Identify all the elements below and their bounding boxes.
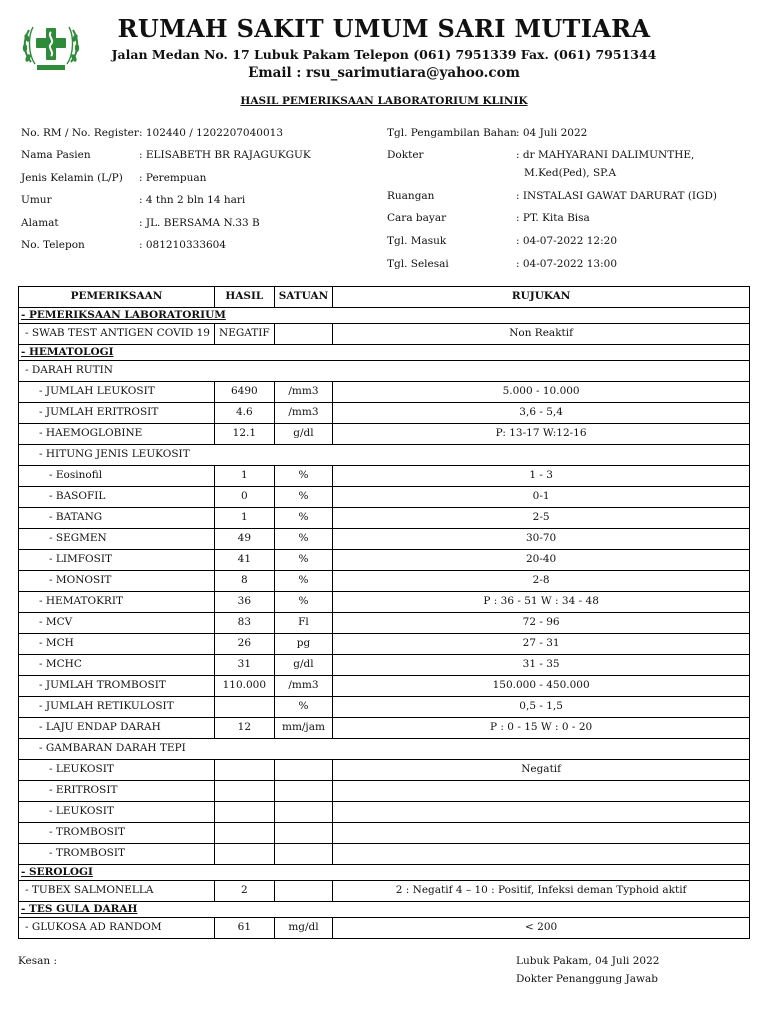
reference-range: 150.000 - 450.000 [333,676,750,697]
table-row [19,718,750,739]
table-row [19,697,750,718]
info-label: Cara bayar [387,212,447,224]
table-row [19,508,750,529]
table-row [19,634,750,655]
result-value: 0 [215,487,275,508]
reference-range: 30-70 [333,529,750,550]
info-value: M.Ked(Ped), SP.A [524,167,617,179]
hospital-email: Email : rsu_sarimutiara@yahoo.com [248,65,520,81]
test-name: - LEUKOSIT [19,802,215,823]
hospital-name: RUMAH SAKIT UMUM SARI MUTIARA [117,14,651,43]
result-value: 36 [215,592,275,613]
test-name: - JUMLAH TROMBOSIT [19,676,215,697]
info-label: Umur [21,194,52,206]
table-row [19,529,750,550]
test-name: - SEGMEN [19,529,215,550]
result-value [215,802,275,823]
test-name: - MCV [19,613,215,634]
result-value: 12.1 [215,424,275,445]
unit [274,823,333,844]
result-value: 4.6 [215,403,275,424]
table-body [19,308,750,939]
reference-range: 0-1 [333,487,750,508]
group-row [19,445,750,466]
table-row [19,823,750,844]
unit: Fl [274,613,333,634]
section-title: - PEMERIKSAAN LABORATORIUM [19,308,750,324]
info-label: No. Telepon [21,239,85,251]
info-value: : 102440 / 1202207040013 [139,127,284,139]
unit: % [274,697,333,718]
result-value [215,823,275,844]
info-value: : dr MAHYARANI DALIMUNTHE, [516,149,695,161]
test-name: - GLUKOSA AD RANDOM [19,918,215,939]
info-value: : JL. BERSAMA N.33 B [139,217,260,229]
info-label: Tgl. Pengambilan Bahan [387,127,517,139]
test-name: - MONOSIT [19,571,215,592]
table-row [19,403,750,424]
section-row [19,865,750,881]
table-row [19,918,750,939]
table-row [19,466,750,487]
table-row [19,844,750,865]
signer-title: Dokter Penanggung Jawab [516,973,658,985]
group-row [19,739,750,760]
table-row [19,802,750,823]
info-value: : 081210333604 [139,239,227,251]
info-value: : Perempuan [139,172,207,184]
reference-range [333,781,750,802]
unit: /mm3 [274,382,333,403]
result-value: 83 [215,613,275,634]
test-name: - ERITROSIT [19,781,215,802]
result-value: 49 [215,529,275,550]
info-label: Tgl. Masuk [387,235,447,247]
info-value: : 04-07-2022 13:00 [516,258,618,270]
reference-range: 3,6 - 5,4 [333,403,750,424]
test-name: - TUBEX SALMONELLA [19,881,215,902]
unit: g/dl [274,655,333,676]
info-label: Ruangan [387,190,435,202]
result-value: 61 [215,918,275,939]
unit: % [274,550,333,571]
table-row [19,760,750,781]
info-value: : 4 thn 2 bln 14 hari [139,194,246,206]
info-value: : 04 Juli 2022 [516,127,588,139]
result-value: 26 [215,634,275,655]
reference-range: P: 13-17 W:12-16 [333,424,750,445]
header-hasil: HASIL [215,287,275,308]
result-value: 1 [215,466,275,487]
section-row [19,308,750,324]
info-label: Nama Pasien [21,149,91,161]
section-title: - SEROLOGI [19,865,750,881]
table-row [19,676,750,697]
reference-range: 31 - 35 [333,655,750,676]
reference-range: < 200 [333,918,750,939]
info-label: Tgl. Selesai [387,258,449,270]
header-satuan: SATUAN [274,287,333,308]
result-value: 110.000 [215,676,275,697]
group-title: - DARAH RUTIN [19,361,750,382]
lab-results-table [18,286,750,939]
test-name: - Eosinofil [19,466,215,487]
result-value: 1 [215,508,275,529]
reference-range [333,844,750,865]
test-name: - MCHC [19,655,215,676]
document-title: HASIL PEMERIKSAAN LABORATORIUM KLINIK [240,95,528,107]
unit: /mm3 [274,403,333,424]
unit: pg [274,634,333,655]
test-name: - TROMBOSIT [19,823,215,844]
table-row [19,550,750,571]
reference-range: 2 : Negatif 4 – 10 : Positif, Infeksi deman Typhoid aktif [333,881,750,902]
reference-range: Non Reaktif [333,324,750,345]
unit: % [274,487,333,508]
section-row [19,345,750,361]
section-title: - HEMATOLOGI [19,345,750,361]
result-value: 12 [215,718,275,739]
unit: % [274,571,333,592]
group-title: - GAMBARAN DARAH TEPI [19,739,750,760]
test-name: - JUMLAH ERITROSIT [19,403,215,424]
unit [274,760,333,781]
unit [274,324,333,345]
unit: g/dl [274,424,333,445]
result-value [215,844,275,865]
table-row [19,613,750,634]
reference-range: 2-8 [333,571,750,592]
test-name: - HAEMOGLOBINE [19,424,215,445]
reference-range [333,823,750,844]
reference-range: P : 0 - 15 W : 0 - 20 [333,718,750,739]
result-value [215,697,275,718]
unit: /mm3 [274,676,333,697]
test-name: - JUMLAH RETIKULOSIT [19,697,215,718]
table-row [19,881,750,902]
test-name: - LAJU ENDAP DARAH [19,718,215,739]
group-row [19,361,750,382]
info-value: : ELISABETH BR RAJAGUKGUK [139,149,311,161]
test-name: - BASOFIL [19,487,215,508]
table-row [19,571,750,592]
info-label: No. RM / No. Register [21,127,139,139]
info-label: Dokter [387,149,424,161]
reference-range: 0,5 - 1,5 [333,697,750,718]
header-pemeriksaan: PEMERIKSAAN [19,287,215,308]
reference-range: 2-5 [333,508,750,529]
hospital-address: Jalan Medan No. 17 Lubuk Pakam Telepon (061) 7951339 Fax. (061) 7951344 [111,47,657,62]
unit [274,844,333,865]
table-row [19,592,750,613]
unit [274,881,333,902]
unit [274,781,333,802]
test-name: - MCH [19,634,215,655]
unit: mm/jam [274,718,333,739]
group-title: - HITUNG JENIS LEUKOSIT [19,445,750,466]
result-value [215,760,275,781]
reference-range: 20-40 [333,550,750,571]
reference-range: 72 - 96 [333,613,750,634]
info-value: : 04-07-2022 12:20 [516,235,618,247]
test-name: - LIMFOSIT [19,550,215,571]
test-name: - JUMLAH LEUKOSIT [19,382,215,403]
reference-range: P : 36 - 51 W : 34 - 48 [333,592,750,613]
result-value: 2 [215,881,275,902]
unit: % [274,508,333,529]
unit: % [274,592,333,613]
test-name: - SWAB TEST ANTIGEN COVID 19 [19,324,215,345]
info-value: : INSTALASI GAWAT DARURAT (IGD) [516,190,717,202]
reference-range: 27 - 31 [333,634,750,655]
test-name: - BATANG [19,508,215,529]
test-name: - HEMATOKRIT [19,592,215,613]
section-title: - TES GULA DARAH [19,902,750,918]
reference-range: 5.000 - 10.000 [333,382,750,403]
test-name: - LEUKOSIT [19,760,215,781]
table-row [19,424,750,445]
unit: % [274,529,333,550]
unit [274,802,333,823]
header-rujukan: RUJUKAN [333,287,750,308]
result-value: 8 [215,571,275,592]
info-label: Jenis Kelamin (L/P) [21,172,123,184]
table-row [19,487,750,508]
result-value [215,781,275,802]
unit: mg/dl [274,918,333,939]
table-row [19,324,750,345]
result-value: NEGATIF [215,324,275,345]
unit: % [274,466,333,487]
reference-range: 1 - 3 [333,466,750,487]
table-header-row [19,287,750,308]
info-value: : PT. Kita Bisa [516,212,590,224]
result-value: 6490 [215,382,275,403]
table-row [19,382,750,403]
result-value: 31 [215,655,275,676]
reference-range: Negatif [333,760,750,781]
info-label: Alamat [21,217,59,229]
result-value: 41 [215,550,275,571]
test-name: - TROMBOSIT [19,844,215,865]
section-row [19,902,750,918]
table-row [19,655,750,676]
reference-range [333,802,750,823]
table-row [19,781,750,802]
place-date: Lubuk Pakam, 04 Juli 2022 [516,955,660,967]
kesan-label: Kesan : [18,955,58,967]
